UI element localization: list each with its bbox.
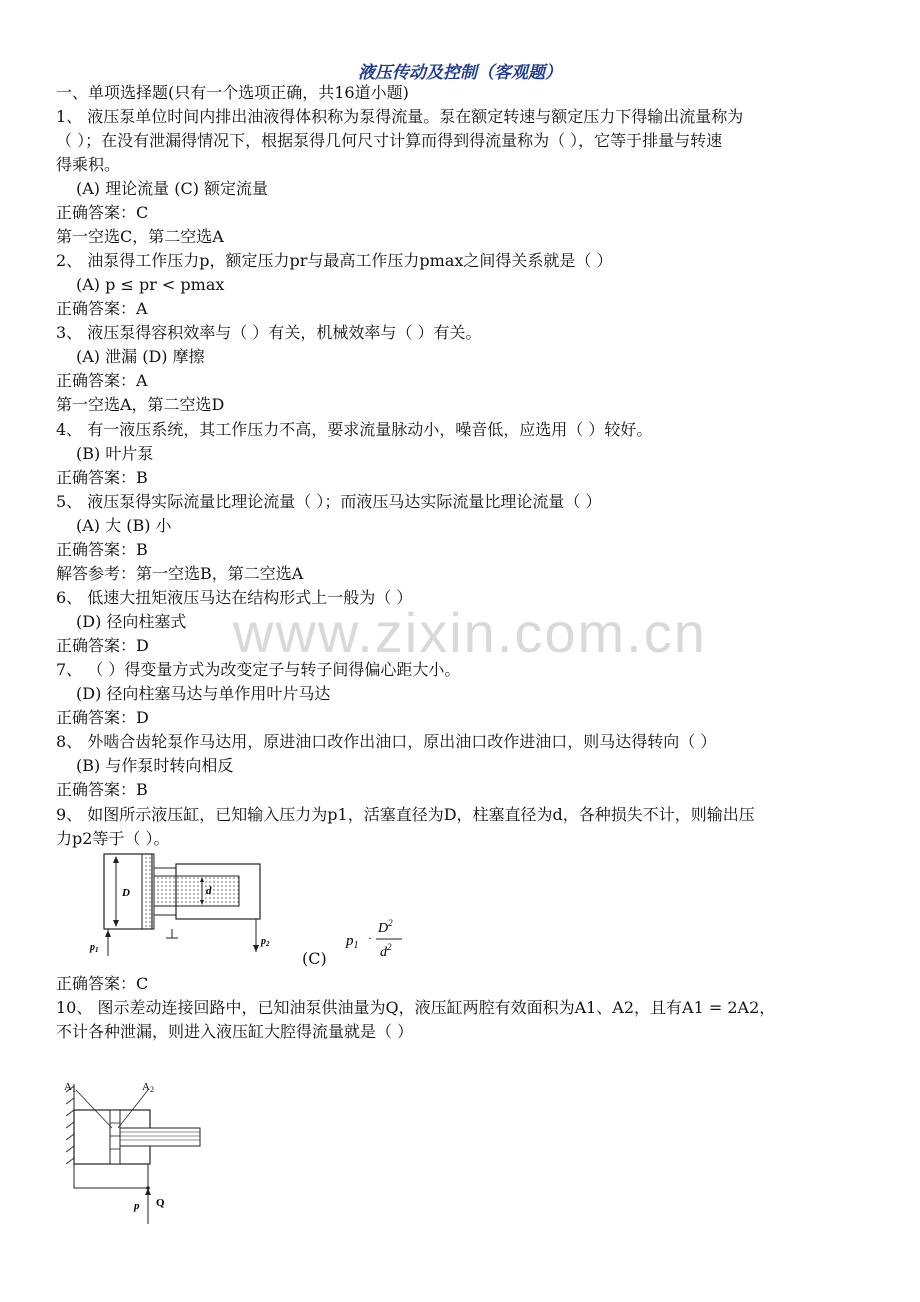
q2-text: 2、 油泵得工作压力p，额定压力pr与最高工作压力pmax之间得关系就是（ ） bbox=[56, 251, 613, 270]
q3-text: 3、 液压泵得容积效率与（ ）有关，机械效率与（ ）有关。 bbox=[56, 323, 482, 342]
label-p: p bbox=[134, 1200, 140, 1212]
formula-denominator: $d^2$ bbox=[380, 942, 392, 960]
piston bbox=[142, 854, 154, 929]
q9-option-c: (C) bbox=[302, 949, 327, 968]
q1-text-line2: （ ）；在没有泄漏得情况下，根据泵得几何尺寸计算而得到得流量称为（ ），它等于排量与转速 bbox=[56, 131, 723, 150]
q9-answer: 正确答案：C bbox=[56, 974, 149, 993]
document-title: 液压传动及控制（客观题） bbox=[358, 63, 562, 83]
differential-circuit-diagram-q10 bbox=[56, 1078, 216, 1228]
q9-formula bbox=[342, 912, 412, 962]
q3-note: 第一空选A，第二空选D bbox=[56, 395, 225, 414]
label-p2: $p_2$ bbox=[261, 936, 270, 948]
q6-text: 6、 低速大扭矩液压马达在结构形式上一般为（ ） bbox=[56, 588, 413, 607]
label-A1: A1 bbox=[64, 1081, 76, 1094]
q4-text: 4、 有一液压系统，其工作压力不高，要求流量脉动小，噪音低，应选用（ ）较好。 bbox=[56, 420, 653, 439]
q1-text-line3: 得乘积。 bbox=[56, 155, 121, 174]
q8-options: (B) 与作泵时转向相反 bbox=[76, 756, 234, 775]
formula-p1: $p_1$ bbox=[346, 933, 359, 951]
plunger bbox=[154, 876, 239, 906]
q9-text-line2: 力p2等于（ ）。 bbox=[56, 829, 170, 848]
q10-text-line1: 10、 图示差动连接回路中，已知油泵供油量为Q，液压缸两腔有效面积为A1、A2，且有A1 = 2A2， bbox=[56, 998, 776, 1017]
q8-text: 8、 外啮合齿轮泵作马达用，原进油口改作出油口，原出油口改作进油口，则马达得转向（ ） bbox=[56, 732, 717, 751]
q2-answer: 正确答案：A bbox=[56, 299, 148, 318]
q1-options: (A) 理论流量 (C) 额定流量 bbox=[76, 179, 269, 198]
piston-rod bbox=[120, 1128, 200, 1146]
formula-dot: · bbox=[368, 931, 372, 945]
q1-note: 第一空选C，第二空选A bbox=[56, 227, 224, 246]
q6-answer: 正确答案：D bbox=[56, 636, 149, 655]
label-Q: Q bbox=[156, 1197, 165, 1209]
q3-answer: 正确答案：A bbox=[56, 371, 148, 390]
label-d: d bbox=[206, 885, 212, 897]
q2-options: (A) p ≤ pr < pmax bbox=[76, 275, 225, 294]
label-A2: A2 bbox=[142, 1081, 154, 1094]
q1-text-line1: 1、 液压泵单位时间内排出油液得体积称为泵得流量。泵在额定转速与额定压力下得输出流量称为 bbox=[56, 107, 744, 126]
q7-answer: 正确答案：D bbox=[56, 708, 149, 727]
q6-options: (D) 径向柱塞式 bbox=[76, 612, 187, 631]
q5-note: 解答参考：第一空选B，第二空选A bbox=[56, 564, 304, 583]
watermark: www.zixin.com.cn bbox=[233, 601, 707, 664]
label-D: D bbox=[122, 887, 130, 899]
q3-options: (A) 泄漏 (D) 摩擦 bbox=[76, 347, 205, 366]
formula-numerator: $D^2$ bbox=[378, 918, 393, 936]
q7-text: 7、 （ ）得变量方式为改变定子与转子间得偏心距大小。 bbox=[56, 660, 461, 679]
q9-text-line1: 9、 如图所示液压缸，已知输入压力为p1，活塞直径为D，柱塞直径为d，各种损失不计，则输出压 bbox=[56, 805, 755, 824]
q4-answer: 正确答案：B bbox=[56, 468, 148, 487]
q5-text: 5、 液压泵得实际流量比理论流量（ ）；而液压马达实际流量比理论流量（ ） bbox=[56, 492, 602, 511]
piston bbox=[110, 1110, 120, 1164]
q5-options: (A) 大 (B) 小 bbox=[76, 516, 172, 535]
label-p1: $p_1$ bbox=[90, 942, 99, 954]
section-heading: 一、单项选择题(只有一个选项正确，共16道小题) bbox=[56, 83, 409, 102]
q10-text-line2: 不计各种泄漏，则进入液压缸大腔得流量就是（ ） bbox=[56, 1022, 414, 1041]
q4-options: (B) 叶片泵 bbox=[76, 444, 154, 463]
q7-options: (D) 径向柱塞马达与单作用叶片马达 bbox=[76, 684, 331, 703]
q8-answer: 正确答案：B bbox=[56, 780, 148, 799]
cylinder-diagram-q9 bbox=[84, 852, 284, 962]
q5-answer: 正确答案：B bbox=[56, 540, 148, 559]
q1-answer: 正确答案：C bbox=[56, 203, 149, 222]
